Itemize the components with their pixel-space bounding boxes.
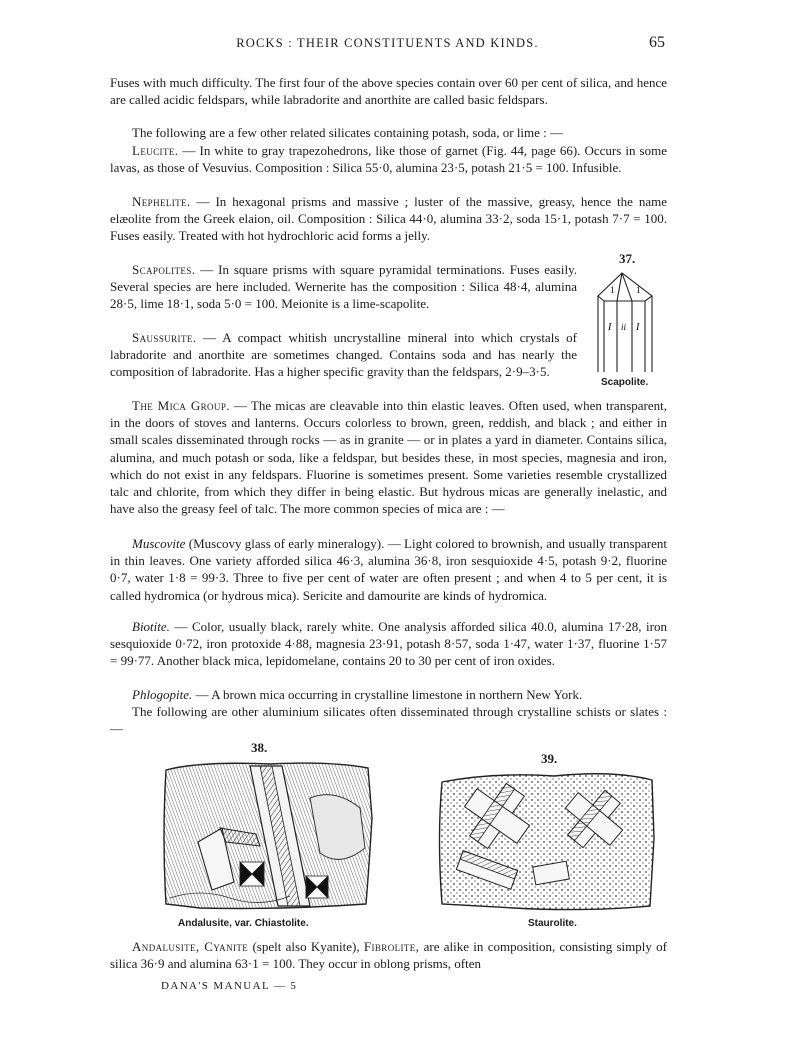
- term-andalusite-cyanite: Andalusite, Cyanite: [132, 939, 249, 954]
- figure-37-number: 37.: [619, 251, 636, 266]
- paragraph-phlogopite: [110, 686, 667, 703]
- paragraph-feldspar-summary: Fuses with much difficulty. The first four of the above species contain over 60 per cent of silica, and hence are called acidic feldspars, while labradorite and anorthite are called basic feldspars.: [110, 75, 667, 108]
- face-label-i-left: I: [608, 322, 612, 333]
- term-fibrolite: Fibrolite,: [363, 939, 420, 954]
- page-number: 65: [649, 34, 665, 51]
- running-title: ROCKS : THEIR CONSTITUENTS AND KINDS.: [236, 36, 539, 50]
- saussurite-description: — A compact whitish uncrystalline mineral into which crystals of labradorite and anorthite are sometimes changed. Contains soda and has nearly the composition of labradorite. Has a higher specific gravity than the feldspars, 2·9–3·5.: [110, 330, 577, 380]
- nephelite-description: — In hexagonal prisms and massive ; luster of the massive, greasy, hence the name elæolite from the Greek elaion, oil. Composition : Silica 44·0, alumina 33·2, soda 15·1, potash 7·7 = 100. Fuses easily. Treated with hot hydrochloric acid forms a jelly.: [110, 194, 667, 244]
- paragraph-mica-group: [110, 397, 667, 517]
- kyanite-note: (spelt also Kyanite),: [248, 939, 364, 954]
- staurolite-engraving: [434, 768, 659, 913]
- running-header: [110, 36, 665, 56]
- andalusite-description: are alike in composition, consisting simply of silica 36·9 and alumina 63·1 = 100. They occur in oblong prisms, often: [110, 939, 668, 972]
- scapolite-crystal-figure: [590, 268, 660, 380]
- face-label-i-right: I: [636, 322, 640, 333]
- paragraph-leucite: [110, 142, 667, 176]
- term-mica-group: The Mica Group.: [132, 398, 230, 413]
- term-muscovite: Muscovite: [132, 536, 186, 551]
- figure-38-number: 38.: [251, 740, 268, 755]
- paragraph-aluminium-silicates-intro: The following are other aluminium silicates often disseminated through crystalline schists or slates : —: [110, 704, 667, 737]
- paragraph-andalusite: [110, 938, 667, 972]
- mica-group-description: — The micas are cleavable into thin elastic leaves. Often used, when transparent, in the doors of stoves and lanterns. Occurs colorless to brown, green, reddish, and black ; and either in small scales disseminated through rocks — as in granite — or in plates a yard in diameter. Contains silica, alumina, and much potash or soda, like a feldspar, but besides these, in most species, magnesia and iron, which do not exist in any feldspars. Fluorine is sometimes present. Some varieties resemble crystallized talc and chlorite, from which they differ in being elastic. But hydrous micas are generally inelastic, and have also the greasy feel of talc. The more common species of mica are : —: [110, 398, 667, 517]
- face-label-ii: ii: [621, 322, 627, 332]
- muscovite-description: (Muscovy glass of early mineralogy). — Light colored to brownish, and usually transparent in thin leaves. One variety afforded silica 46·3, alumina 36·8, iron sesquioxide 4·5, potash 9·2, fluorine 0·7, water 1·8 = 99·3. Three to five per cent of water are often present ; and when 4 to 5 per cent, it is called hydromica (or hydrous mica). Sericite and damourite are kinds of hydromica.: [110, 536, 667, 603]
- paragraph-biotite: [110, 618, 667, 670]
- face-label-1b: 1: [636, 285, 641, 295]
- term-phlogopite: Phlogopite.: [132, 687, 193, 702]
- scapolites-description: — In square prisms with square pyramidal terminations. Fuses easily. Several species are here included. Wernerite has the composition : Silica 48·4, alumina 28·5, lime 18·1, soda 5·0 = 100. Meionite is a lime-scapolite.: [110, 262, 577, 312]
- paragraph-intro-related-silicates: The following are a few other related silicates containing potash, soda, or lime : —: [132, 125, 564, 140]
- figure-38-caption: Andalusite, var. Chiastolite.: [178, 918, 309, 929]
- term-scapolites: Scapolites.: [132, 262, 196, 277]
- figure-39-number: 39.: [541, 751, 558, 766]
- paragraph-muscovite: [110, 535, 667, 604]
- paragraph-saussurite: [110, 329, 577, 381]
- figure-39-caption: Staurolite.: [528, 918, 577, 929]
- chiastolite-engraving: [160, 758, 375, 913]
- phlogopite-description: — A brown mica occurring in crystalline limestone in northern New York.: [192, 687, 583, 702]
- term-saussurite: Saussurite.: [132, 330, 197, 345]
- figure-37-caption: Scapolite.: [601, 377, 649, 388]
- paragraph-nephelite: [110, 193, 667, 245]
- term-leucite: Leucite.: [132, 143, 179, 158]
- paragraph-scapolites: [110, 261, 577, 313]
- term-biotite: Biotite.: [132, 619, 170, 634]
- leucite-description: — In white to gray trapezohedrons, like those of garnet (Fig. 44, page 66). Occurs in some lavas, as those of Vesuvius. Composition : Silica 55·0, alumina 23·5, potash 21·5 = 100. Infusible.: [110, 143, 667, 176]
- signature-footer: DANA'S MANUAL — 5: [161, 980, 298, 992]
- term-nephelite: Nephelite.: [132, 194, 191, 209]
- biotite-description: — Color, usually black, rarely white. One analysis afforded silica 40.0, alumina 17·28, iron sesquioxide 0·72, iron protoxide 4·88, magnesia 23·91, potash 8·57, soda 1·47, water 1·37, fluorine 1·57 = 99·77. Another black mica, lepidomelane, contains 20 to 30 per cent of iron oxides.: [110, 619, 667, 669]
- face-label-1a: 1: [610, 285, 615, 295]
